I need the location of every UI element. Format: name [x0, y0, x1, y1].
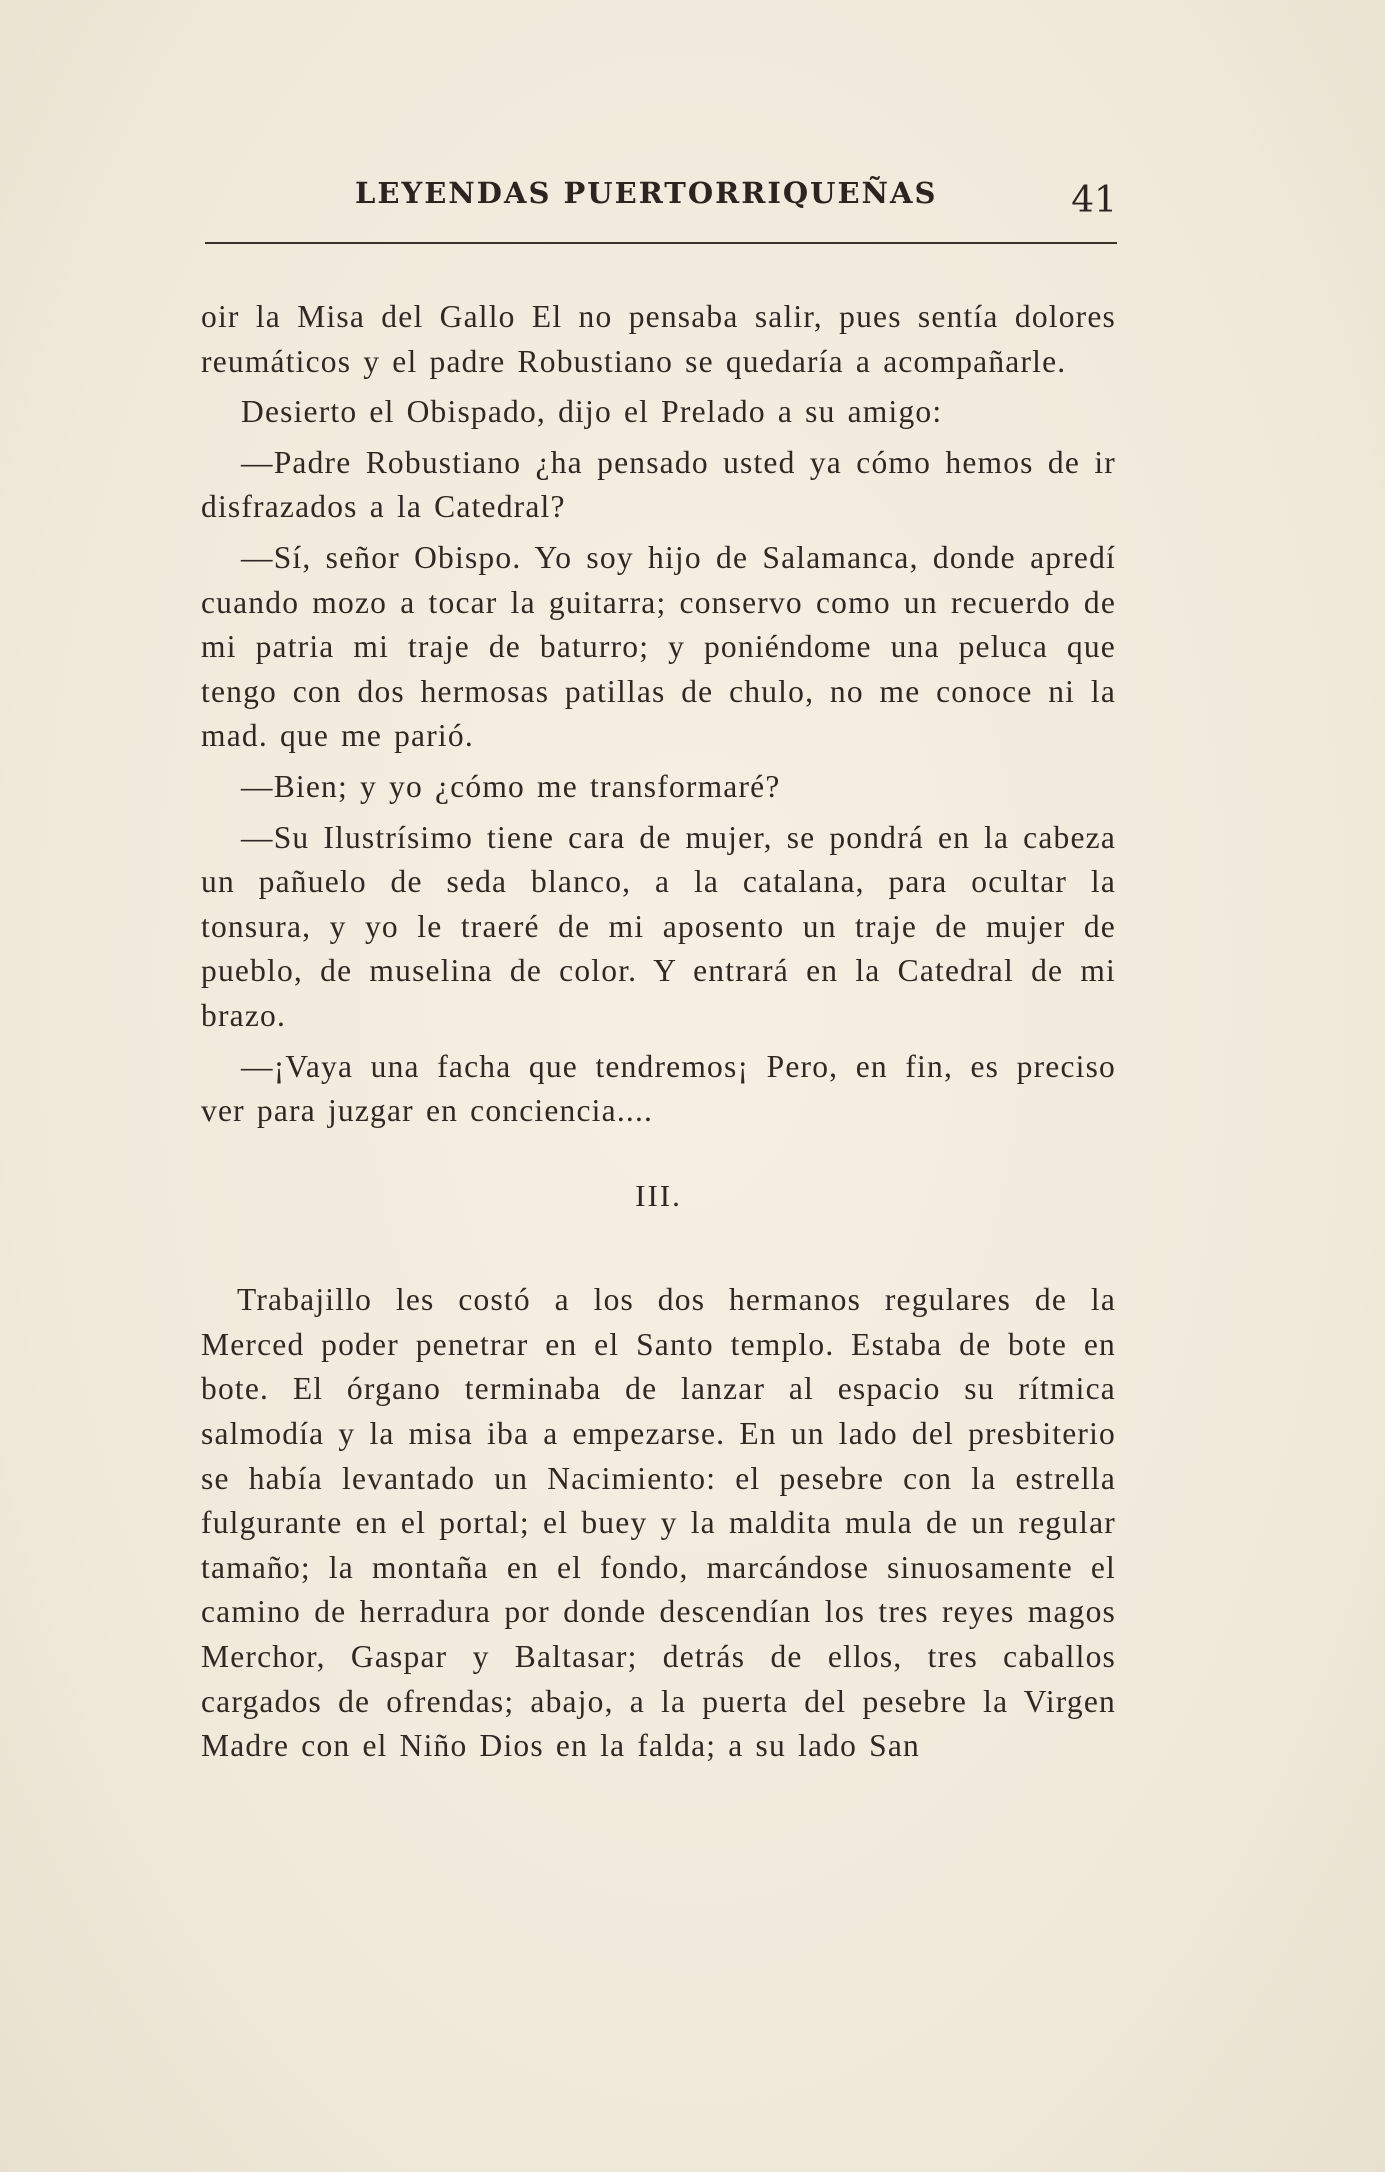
paragraph: —Sí, señor Obispo. Yo soy hijo de Salamanca, donde apredí cuando mozo a tocar la guitarra; conservo como un recuerdo de mi patria mi traje de baturro; y poniéndome una peluca que tengo con dos hermosas patillas de chulo, no me conoce ni la mad. que me parió. — [201, 539, 1116, 754]
running-head — [205, 168, 1117, 238]
paragraph: —¡Vaya una facha que tendremos¡ Pero, en fin, es preciso ver para juzgar en conciencia.... — [201, 1048, 1116, 1129]
paragraph: —Padre Robustiano ¿ha pensado usted ya cómo hemos de ir disfrazados a la Catedral? — [201, 444, 1116, 525]
paragraph: —Su Ilustrísimo tiene cara de mujer, se pondrá en la cabeza un pañuelo de seda blanco, a la catalana, para ocultar la tonsura, y yo le traeré de mi aposento un traje de mujer de pueblo, de muselina de color. Y entrará en la Catedral de mi brazo. — [201, 819, 1116, 1033]
paragraph: Desierto el Obispado, dijo el Prelado a su amigo: — [241, 394, 943, 430]
body-text — [201, 295, 1116, 1769]
page-number: 41 — [1071, 180, 1117, 221]
running-title: LEYENDAS PUERTORRIQUEÑAS — [355, 176, 938, 210]
paragraph: oir la Misa del Gallo El no pensaba salir, pues sentía dolores reumáticos y el padre Robustiano se quedaría a acompañarle. — [201, 299, 1116, 379]
paragraph: Trabajillo les costó a los dos hermanos regulares de la Merced poder penetrar en el Santo templo. Estaba de bote en bote. El órgano terminaba de lanzar al espacio su rítmica salmodía y la misa iba a empezarse. En un lado del presbiterio se había levantado un Nacimiento: el pesebre con la estrella fulgurante en el portal; el buey y la maldita mula de un regular tamaño; la montaña en el fondo, marcándose sinuosamente el camino de herradura por donde descendían los tres reyes magos Merchor, Gaspar y Baltasar; detrás de ellos, tres caballos cargados de ofrendas; abajo, a la puerta del pesebre la Virgen Madre con el Niño Dios en la falda; a su lado San — [201, 1282, 1116, 1764]
section-heading: III. — [635, 1177, 682, 1213]
header-rule — [205, 242, 1117, 244]
paragraph: —Bien; y yo ¿cómo me transformaré? — [241, 768, 781, 804]
section-body — [201, 1278, 1116, 1769]
